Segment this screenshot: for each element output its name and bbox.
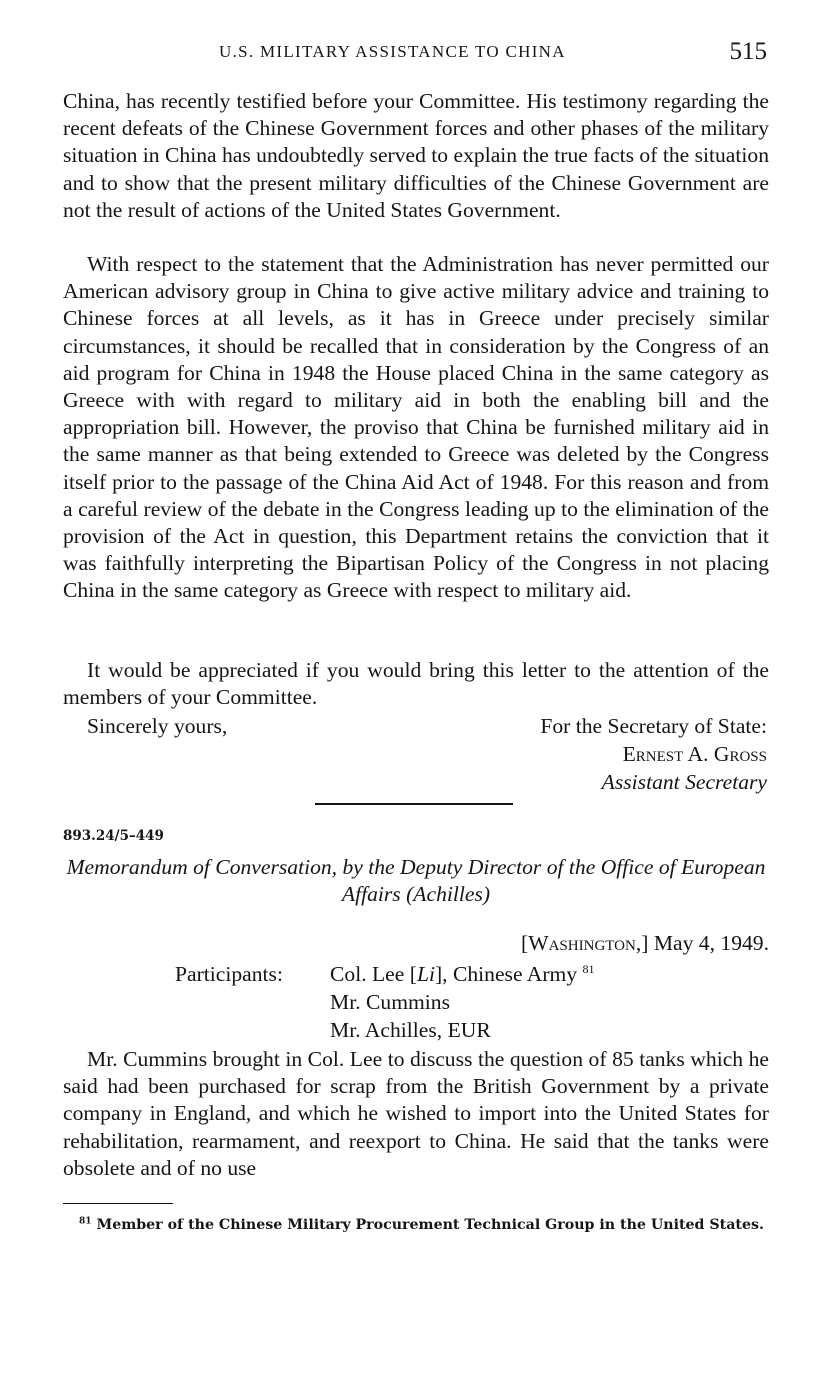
footnote-text: Member of the Chinese Military Procurement Technical Group in the United States.	[96, 1217, 764, 1233]
page-header	[63, 38, 769, 68]
participant-item: Col. Lee [Li], Chinese Army $^{81}$	[330, 961, 595, 986]
file-number: 893.24/5–449	[63, 828, 164, 844]
footnote-rule	[63, 1203, 173, 1204]
letter-paragraph-2: With respect to the statement that the Administration has never permitted our American advisory group in China to give active military advice and training to Chinese forces at all levels, as it has in Greece under precisely similar circumstances, it should be recalled that in consideration by the Congress of an aid program for China in 1948 the House placed China in the same category as Greece with with regard to military aid in both the enabling bill and the appropriation bill. However, the proviso that China be furnished military aid in the same manner as that being extended to Greece was deleted by the Congress itself prior to the passage of the China Aid Act of 1948. For this reason and from a careful review of the debate in the Congress leading up to the elimination of the provision of the Act in question, this Department retains the conviction that it was faithfully interpreting the Bipartisan Policy of the Congress in not placing China in the same category as Greece with respect to military aid.	[63, 252, 769, 603]
running-head: U.S. MILITARY ASSISTANCE TO CHINA	[219, 42, 566, 61]
signer-title: Assistant Secretary	[601, 770, 767, 794]
footnote	[63, 1217, 769, 1234]
salutation: Sincerely yours,	[87, 714, 228, 738]
participants-label: Participants:	[175, 962, 283, 986]
participants-list	[330, 960, 595, 1044]
page-number: 515	[729, 38, 767, 65]
dateline	[521, 931, 769, 956]
memo-title: Memorandum of Conversation, by the Deputy Director of the Office of European Affairs (Achilles)	[66, 855, 766, 906]
participant-item: Mr. Cummins	[330, 990, 450, 1014]
letter-closing	[63, 712, 769, 802]
signer-name: Ernest A. Gross	[622, 742, 767, 766]
participant-item: Mr. Achilles, EUR	[330, 1018, 491, 1042]
letter-paragraph-1: China, has recently testified before your Committee. His testimony regarding the recent defeats of the Chinese Government forces and other phases of the military situation in China has undoubtedly served to explain the true facts of the situation and to show that the present military difficulties of the Chinese Government are not the result of actions of the United States Government.	[63, 89, 769, 222]
section-divider	[315, 803, 513, 805]
footnote-reference: 81	[582, 961, 595, 976]
footnote-number: 81	[79, 1216, 92, 1227]
dateline-date: May 4, 1949.	[653, 931, 769, 955]
signoff-for-line: For the Secretary of State:	[540, 714, 767, 738]
letter-paragraph-3: It would be appreciated if you would bring this letter to the attention of the members of your Committee.	[63, 658, 769, 710]
memo-paragraph-1: Mr. Cummins brought in Col. Lee to discuss the question of 85 tanks which he said had been purchased for scrap from the British Government by a private company in England, and which he wished to import into the United States for rehabilitation, rearmament, and reexport to China. He said that the tanks were obsolete and of no use	[63, 1047, 769, 1180]
signature-block	[540, 712, 767, 796]
dateline-place: [Washington,]	[521, 931, 649, 955]
